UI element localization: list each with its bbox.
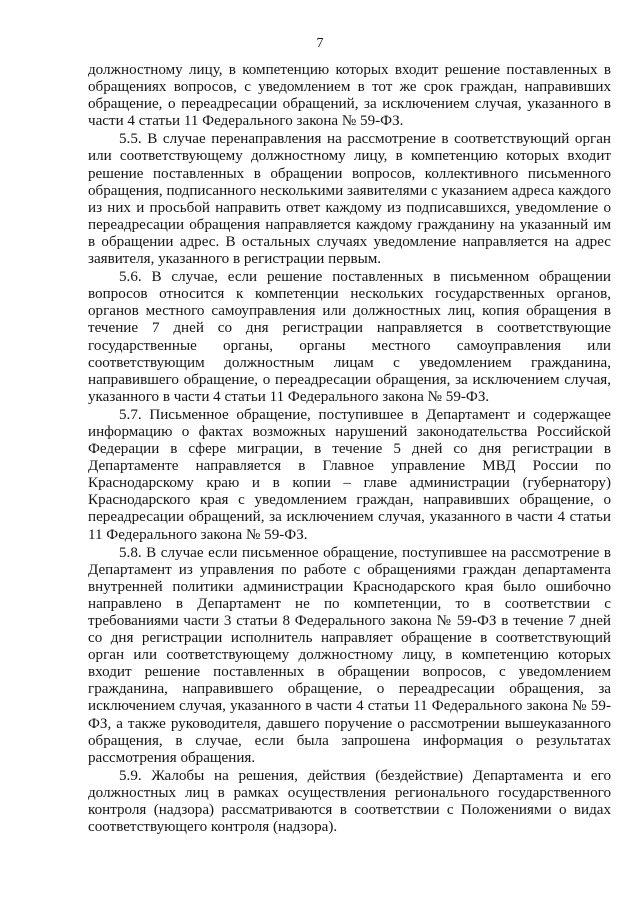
- paragraph-5-7: 5.7. Письменное обращение, поступившее в Департамент и содержащее информацию о фактах возможных нарушений законодательства Российской Федерации в сфере миграции, в течение 5 дней со дня регистрации в Департаменте направляется в Главное управление МВД России по Краснодарскому краю и в копии – главе администрации (губернатору) Краснодарского края с уведомлением граждан, направивших обращение, о переадресации обращений, за исключением случая, указанного в части 4 статьи 11 Федерального закона № 59-ФЗ.: [88, 406, 611, 543]
- paragraph-5-9: 5.9. Жалобы на решения, действия (бездействие) Департамента и его должностных лиц в рамках осуществления регионального государственного контроля (надзора) рассматриваются в соответствии с Положениями о видах соответствующего контроля (надзора).: [88, 767, 611, 836]
- paragraph-5-8: 5.8. В случае если письменное обращение, поступившее на рассмотрение в Департамент из управления по работе с обращениями граждан департамента внутренней политики администрации Краснодарского края было ошибочно направлено в Департамент не по компетенции, то в соответствии с требованиями части 3 статьи 8 Федерального закона № 59-ФЗ в течение 7 дней со дня регистрации исполнитель направляет обращение в соответствующий орган или соответствующему должностному лицу, в компетенцию которых входит решение поставленных в обращении вопросов, с уведомлением гражданина, направившего обращение, о переадресации обращения, за исключением случая, указанного в части 4 статьи 11 Федерального закона № 59-ФЗ, а также руководителя, давшего поручение о рассмотрении вышеуказанного обращения, в случае, если была запрошена информация о результатах рассмотрения обращения.: [88, 544, 611, 766]
- paragraph-5-5: 5.5. В случае перенаправления на рассмотрение в соответствующий орган или соответствующему должностному лицу, в компетенцию которых входит решение поставленных в обращении вопросов, коллективного письменного обращения, подписанного несколькими заявителями с указанием адреса каждого из них и просьбой направить ответ каждому из подписавшихся, уведомление о переадресации обращения направляется каждому гражданину на указанный им в обращении адрес. В остальных случаях уведомление направляется на адрес заявителя, указанного в регистрации первым.: [88, 131, 611, 268]
- paragraph-5-6: 5.6. В случае, если решение поставленных в письменном обращении вопросов относится к компетенции нескольких государственных органов, органов местного самоуправления или должностных лиц, копия обращения в течение 7 дней со дня регистрации направляется в соответствующие государственные органы, органы местного самоуправления или соответствующим должностным лицам с уведомлением гражданина, направившего обращение, о переадресации обращения, за исключением случая, указанного в части 4 статьи 11 Федерального закона № 59-ФЗ.: [88, 269, 611, 405]
- paragraph-continuation: должностному лицу, в компетенцию которых входит решение поставленных в обращениях вопросов, с уведомлением в тот же срок граждан, направивших обращение, о переадресации обращений, за исключением случая, указанного в части 4 статьи 11 Федерального закона № 59-ФЗ.: [88, 62, 611, 130]
- page-number: 7: [316, 36, 324, 51]
- document-body: [88, 62, 611, 836]
